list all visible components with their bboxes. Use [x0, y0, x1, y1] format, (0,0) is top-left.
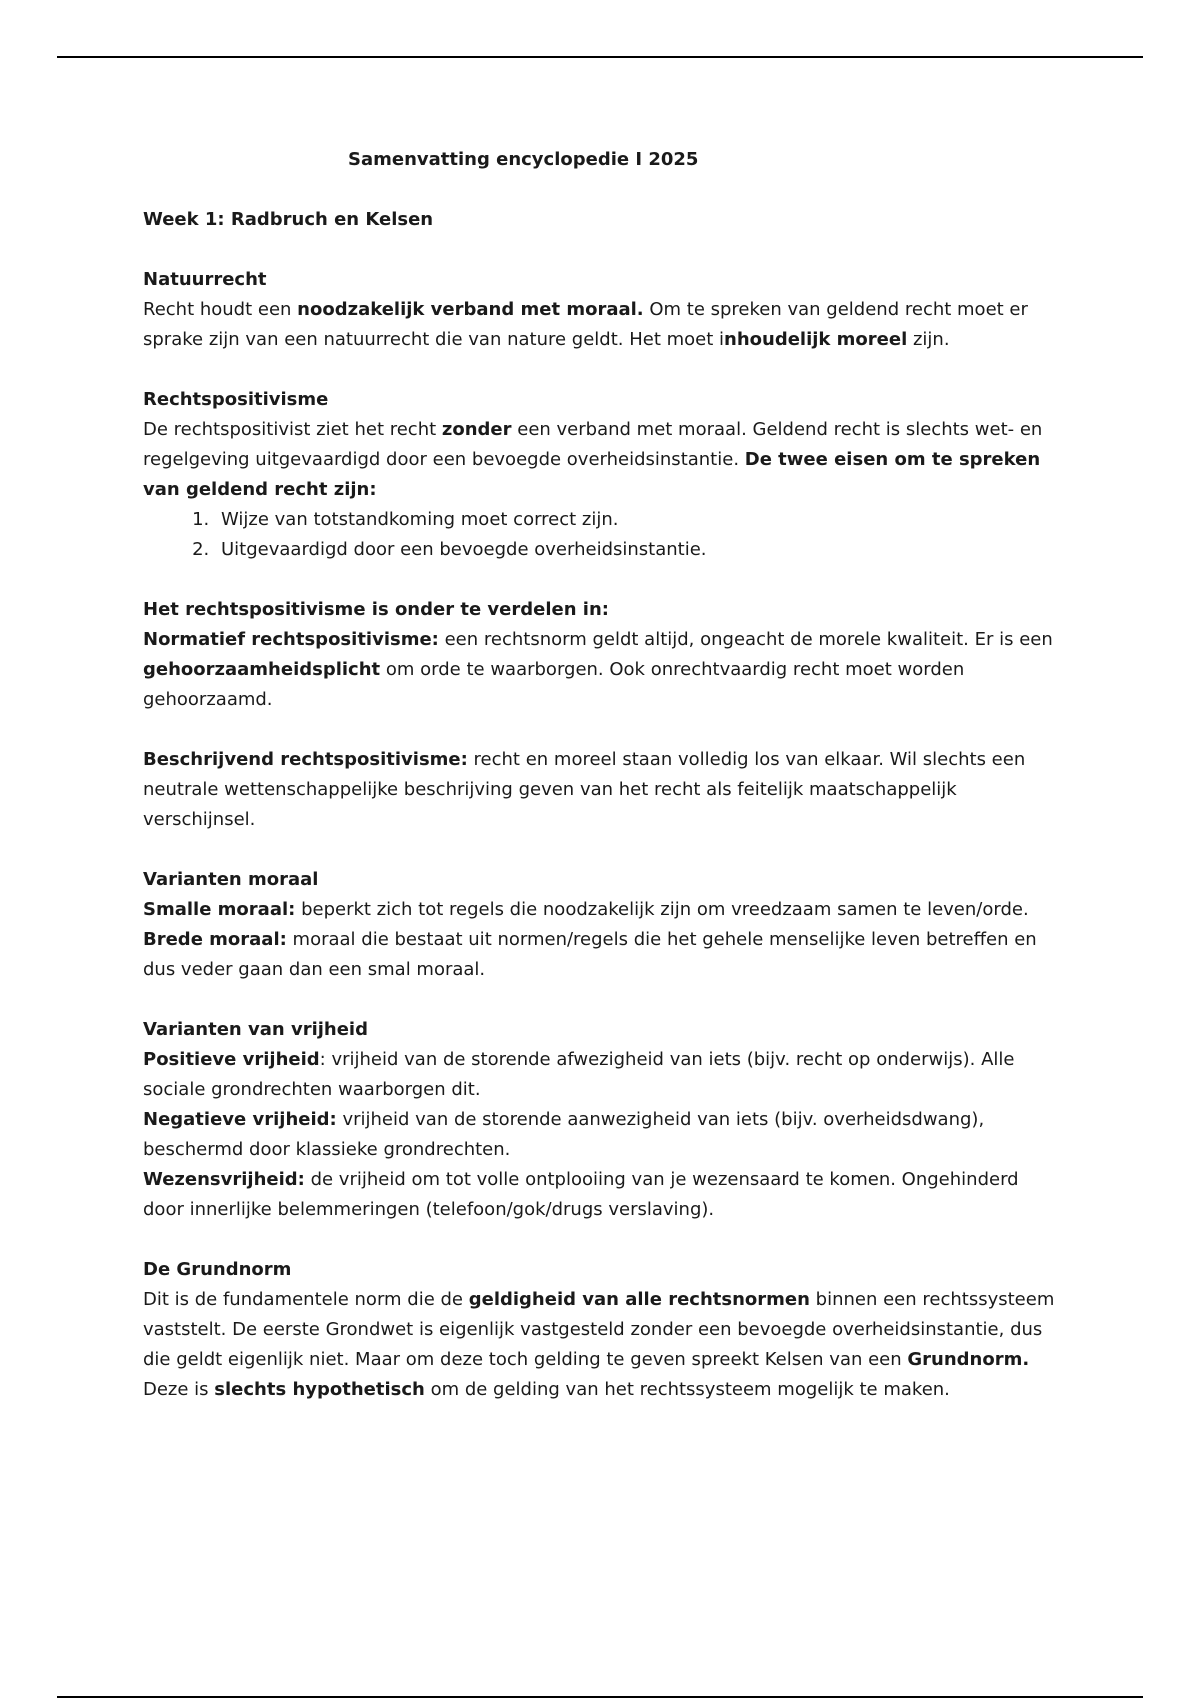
section-beschrijvend	[143, 745, 1063, 835]
section-grundnorm	[143, 1255, 1063, 1405]
paragraph-negatieve-vrijheid: Negatieve vrijheid: vrijheid van de storende aanwezigheid van iets (bijv. overheidsdwang), beschermd door klassieke grondrechten.	[143, 1109, 985, 1160]
paragraph-wezensvrijheid: Wezensvrijheid: de vrijheid om tot volle ontplooiing van je wezensaard te komen. Ongehinderd door innerlijke belemmeringen (telefoon/gok/drugs verslaving).	[143, 1169, 1019, 1220]
week-heading: Week 1: Radbruch en Kelsen	[143, 209, 434, 230]
paragraph-natuurrecht: Recht houdt een noodzakelijk verband met moraal. Om te spreken van geldend recht moet er sprake zijn van een natuurrecht die van nature geldt. Het moet inhoudelijk moreel zijn.	[143, 299, 1028, 350]
heading-vrijheid: Varianten van vrijheid	[143, 1019, 368, 1040]
section-verdelen	[143, 595, 1063, 715]
paragraph-brede-moraal: Brede moraal: moraal die bestaat uit normen/regels die het gehele menselijke leven betreffen en dus veder gaan dan een smal moraal.	[143, 929, 1037, 980]
document-page	[143, 145, 1063, 1405]
document-title: Samenvatting encyclopedie I 2025	[348, 149, 699, 170]
requirements-list	[143, 505, 1063, 565]
list-item: 2. Uitgevaardigd door een bevoegde overheidsinstantie.	[215, 535, 1063, 565]
list-item: 1. Wijze van totstandkoming moet correct zijn.	[215, 505, 1063, 535]
heading-grundnorm: De Grundnorm	[143, 1259, 292, 1280]
paragraph-rechtspositivisme: De rechtspositivist ziet het recht zonder een verband met moraal. Geldend recht is slechts wet- en regelgeving uitgevaardigd door een bevoegde overheidsinstantie. De twee eisen om te spreken van geldend recht zijn:	[143, 419, 1043, 500]
section-natuurrecht	[143, 265, 1063, 355]
heading-verdelen: Het rechtspositivisme is onder te verdelen in:	[143, 599, 609, 620]
section-rechtspositivisme	[143, 385, 1063, 565]
paragraph-smalle-moraal: Smalle moraal: beperkt zich tot regels die noodzakelijk zijn om vreedzaam samen te leven/orde.	[143, 899, 1029, 920]
paragraph-beschrijvend: Beschrijvend rechtspositivisme: recht en moreel staan volledig los van elkaar. Wil slechts een neutrale wettenschappelijke beschrijving geven van het recht als feitelijk maatschappelijk verschijnsel.	[143, 749, 1026, 830]
heading-moraal: Varianten moraal	[143, 869, 319, 890]
section-moraal	[143, 865, 1063, 985]
paragraph-positieve-vrijheid: Positieve vrijheid: vrijheid van de storende afwezigheid van iets (bijv. recht op onderwijs). Alle sociale grondrechten waarborgen dit.	[143, 1049, 1015, 1100]
heading-natuurrecht: Natuurrecht	[143, 269, 267, 290]
top-rule	[57, 56, 1143, 58]
heading-rechtspositivisme: Rechtspositivisme	[143, 389, 329, 410]
paragraph-grundnorm: Dit is de fundamentele norm die de geldigheid van alle rechtsnormen binnen een rechtssysteem vaststelt. De eerste Grondwet is eigenlijk vastgesteld zonder een bevoegde overheidsinstantie, dus die geldt eigenlijk niet. Maar om deze toch gelding te geven spreekt Kelsen van een Grundnorm. Deze is slechts hypothetisch om de gelding van het rechtssysteem mogelijk te maken.	[143, 1289, 1055, 1400]
paragraph-normatief: Normatief rechtspositivisme: een rechtsnorm geldt altijd, ongeacht de morele kwaliteit. Er is een gehoorzaamheidsplicht om orde te waarborgen. Ook onrechtvaardig recht moet worden gehoorzaamd.	[143, 629, 1053, 710]
section-vrijheid	[143, 1015, 1063, 1225]
bottom-rule	[57, 1696, 1143, 1698]
